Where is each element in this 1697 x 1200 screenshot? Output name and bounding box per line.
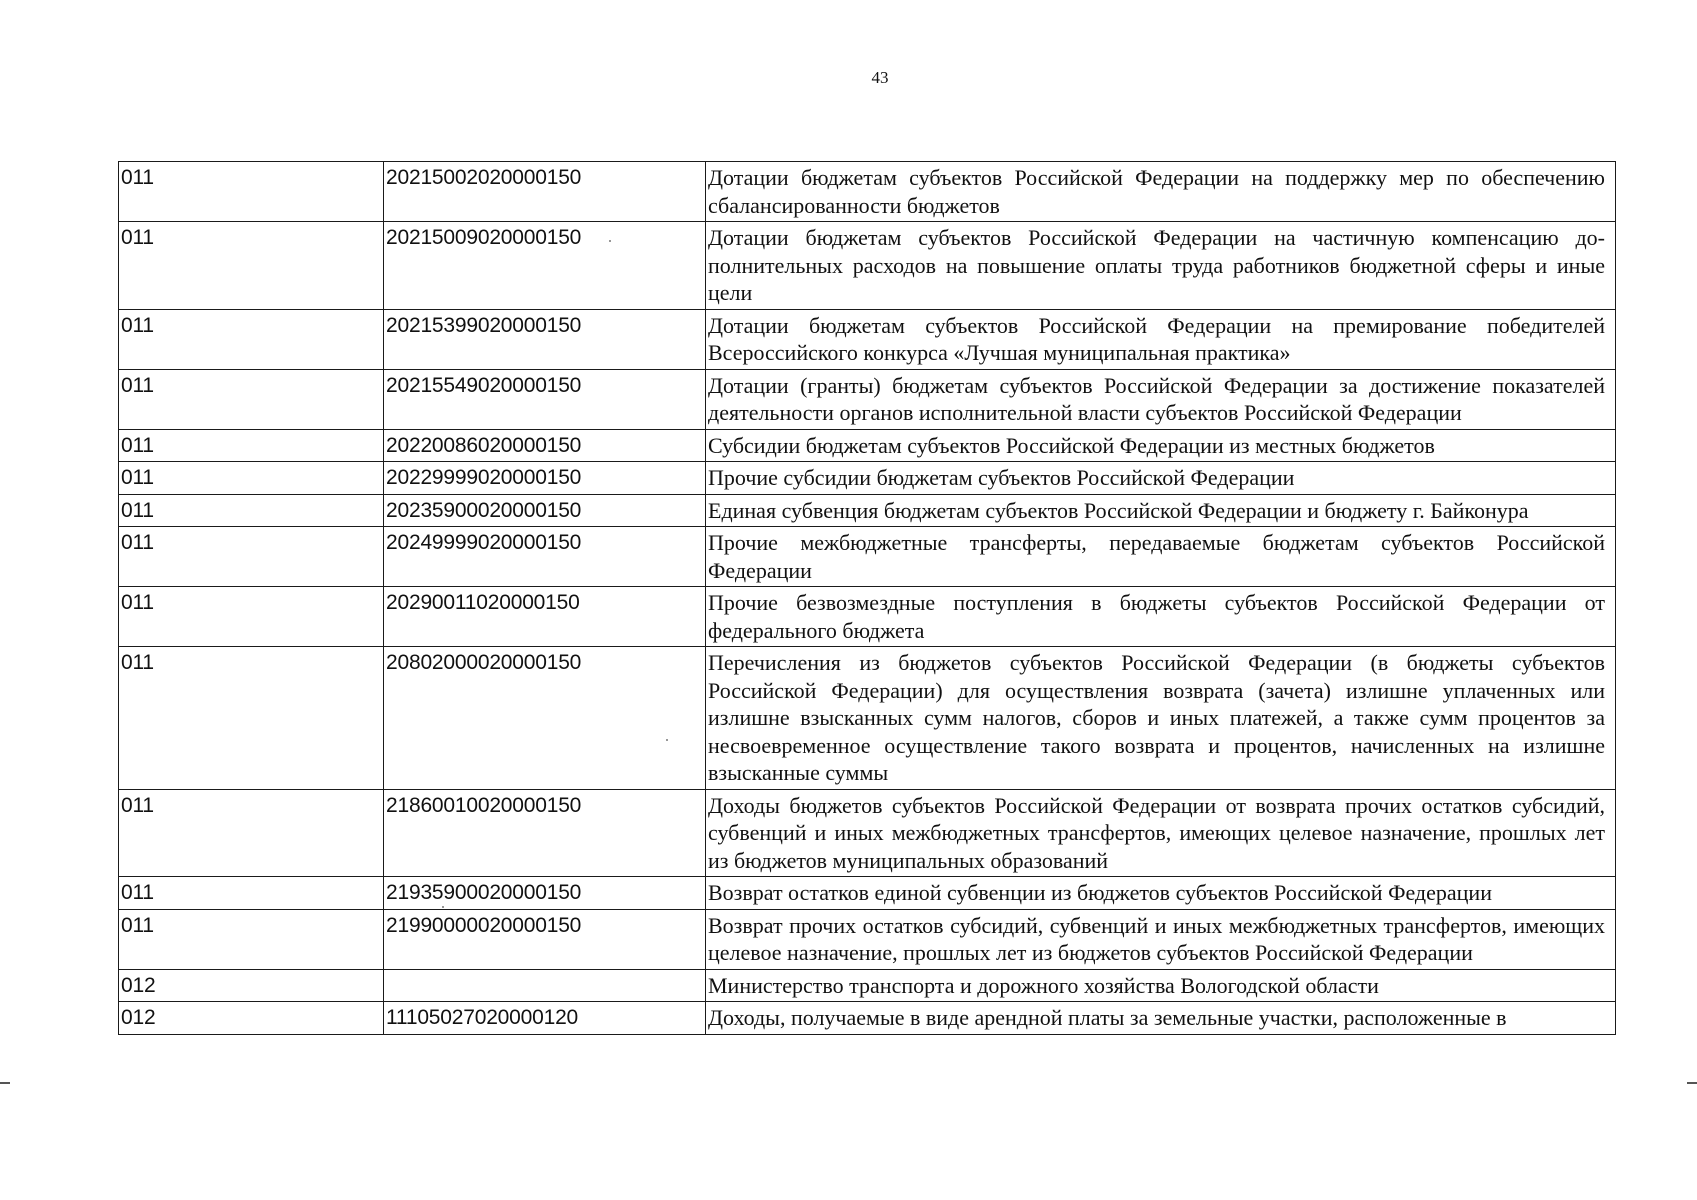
admin-code-cell: 012	[119, 969, 384, 1002]
revenue-code-cell: 21990000020000150	[384, 909, 706, 969]
table-row	[119, 909, 1616, 969]
table-row	[119, 494, 1616, 527]
revenue-codes-table-wrap	[118, 161, 1615, 1035]
admin-code-cell: 011	[119, 222, 384, 310]
revenue-code-cell: 20215002020000150	[384, 162, 706, 222]
description-cell: Министерство транспорта и дорожного хозяйства Вологодской области	[706, 969, 1616, 1002]
table-row	[119, 789, 1616, 877]
admin-code-cell: 011	[119, 494, 384, 527]
revenue-code-cell: 21935900020000150	[384, 877, 706, 910]
revenue-code-cell: 20220086020000150	[384, 429, 706, 462]
revenue-code-cell: 20229999020000150	[384, 462, 706, 495]
description-cell: Прочие субсидии бюджетам субъектов Российской Федерации	[706, 462, 1616, 495]
table-row	[119, 969, 1616, 1002]
revenue-code-cell: 20249999020000150	[384, 527, 706, 587]
table-body	[119, 162, 1616, 1035]
scan-edge-mark	[1687, 1082, 1697, 1084]
description-cell: Дотации бюджетам субъектов Российской Федерации на поддержку мер по обеспечению сбалансированности бюджетов	[706, 162, 1616, 222]
revenue-codes-table	[118, 161, 1616, 1035]
admin-code-cell: 011	[119, 309, 384, 369]
description-cell: Возврат прочих остатков субсидий, субвенций и иных межбюджетных трансфертов, имеющих целевое назначение, прошлых лет из бюджетов субъектов Российской Федерации	[706, 909, 1616, 969]
description-cell: Дотации (гранты) бюджетам субъектов Российской Федерации за достижение показателей деятельности органов исполнительной власти субъектов Российской Федерации	[706, 369, 1616, 429]
admin-code-cell: 011	[119, 462, 384, 495]
revenue-code-cell: 20215399020000150	[384, 309, 706, 369]
admin-code-cell: 011	[119, 789, 384, 877]
admin-code-cell: 011	[119, 429, 384, 462]
table-row	[119, 527, 1616, 587]
scan-edge-mark	[0, 1082, 10, 1084]
revenue-code-cell	[384, 969, 706, 1002]
admin-code-cell: 011	[119, 909, 384, 969]
table-row	[119, 587, 1616, 647]
scan-speck	[666, 739, 668, 741]
description-cell: Перечисления из бюджетов субъектов Российской Федерации (в бюджеты субъектов Российской Федерации) для осуществления возврата (зачета) излишне уплаченных или излишне взысканных сумм налогов, сборов и иных платежей, а также сумм процентов за несвоевременное осуществление такого возврата и процентов, начисленных на излишне взысканные суммы	[706, 647, 1616, 790]
admin-code-cell: 011	[119, 587, 384, 647]
description-cell: Доходы бюджетов субъектов Российской Федерации от возврата прочих остатков субсидий, субвенций и иных межбюджетных трансфертов, имеющих целевое назначение, прошлых лет из бюджетов муниципальных образований	[706, 789, 1616, 877]
description-cell: Возврат остатков единой субвенции из бюджетов субъектов Российской Федерации	[706, 877, 1616, 910]
revenue-code-cell: 20215549020000150	[384, 369, 706, 429]
revenue-code-cell: 20235900020000150	[384, 494, 706, 527]
revenue-code-cell: 20290011020000150	[384, 587, 706, 647]
table-row	[119, 647, 1616, 790]
description-cell: Дотации бюджетам субъектов Российской Федерации на премирование победителей Всероссийского конкурса «Лучшая муниципальная практика»	[706, 309, 1616, 369]
revenue-code-cell: 21860010020000150	[384, 789, 706, 877]
table-row	[119, 429, 1616, 462]
page-number: 43	[871, 68, 889, 87]
admin-code-cell: 011	[119, 369, 384, 429]
scan-speck	[609, 240, 611, 242]
scan-speck	[442, 906, 444, 908]
table-row	[119, 222, 1616, 310]
revenue-code-cell: 20802000020000150	[384, 647, 706, 790]
table-row	[119, 877, 1616, 910]
admin-code-cell: 011	[119, 162, 384, 222]
description-cell: Субсидии бюджетам субъектов Российской Федерации из местных бюджетов	[706, 429, 1616, 462]
admin-code-cell: 012	[119, 1002, 384, 1035]
description-cell: Дотации бюджетам субъектов Российской Федерации на частичную компенсацию дополнительных расходов на повышение оплаты труда работников бюджетной сферы и иные цели	[706, 222, 1616, 310]
table-row	[119, 162, 1616, 222]
admin-code-cell: 011	[119, 647, 384, 790]
table-row	[119, 369, 1616, 429]
admin-code-cell: 011	[119, 527, 384, 587]
description-cell: Доходы, получаемые в виде арендной платы за земельные участки, расположенные в	[706, 1002, 1616, 1035]
description-cell: Прочие межбюджетные трансферты, передаваемые бюджетам субъектов Российской Федерации	[706, 527, 1616, 587]
admin-code-cell: 011	[119, 877, 384, 910]
revenue-code-cell: 11105027020000120	[384, 1002, 706, 1035]
table-row	[119, 462, 1616, 495]
table-row	[119, 1002, 1616, 1035]
table-row	[119, 309, 1616, 369]
revenue-code-cell: 20215009020000150	[384, 222, 706, 310]
description-cell: Прочие безвозмездные поступления в бюджеты субъектов Российской Федерации от федерального бюджета	[706, 587, 1616, 647]
description-cell: Единая субвенция бюджетам субъектов Российской Федерации и бюджету г. Байконура	[706, 494, 1616, 527]
